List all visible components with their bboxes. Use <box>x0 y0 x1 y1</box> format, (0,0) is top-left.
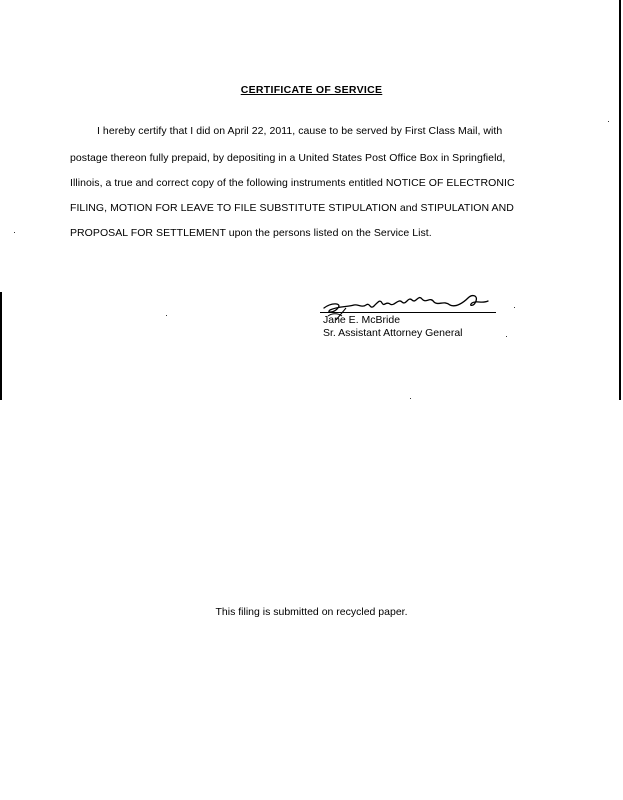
signer-title: Sr. Assistant Attorney General <box>323 327 463 339</box>
signature-line <box>320 312 496 313</box>
scan-speck <box>14 232 15 233</box>
scan-edge-right <box>619 0 621 400</box>
body-line-4: FILING, MOTION FOR LEAVE TO FILE SUBSTITUTE STIPULATION and STIPULATION AND <box>70 202 514 214</box>
signer-name: Jane E. McBride <box>323 314 401 326</box>
scan-speck <box>166 315 167 316</box>
footer-note: This filing is submitted on recycled paper. <box>215 606 408 618</box>
body-line-5: PROPOSAL FOR SETTLEMENT upon the persons listed on the Service List. <box>70 227 432 239</box>
scan-speck <box>506 336 507 337</box>
body-line-2: postage thereon fully prepaid, by depositing in a United States Post Office Box in Springfield, <box>70 152 506 164</box>
document-title: CERTIFICATE OF SERVICE <box>240 84 383 96</box>
scan-speck <box>608 121 609 122</box>
body-line-1: I hereby certify that I did on April 22, 2011, cause to be served by First Class Mail, with <box>97 125 503 137</box>
scan-speck <box>514 307 515 308</box>
body-line-3: Illinois, a true and correct copy of the following instruments entitled NOTICE OF ELECTRONIC <box>70 177 515 189</box>
scan-edge-left <box>0 292 2 400</box>
scan-speck <box>410 398 411 399</box>
